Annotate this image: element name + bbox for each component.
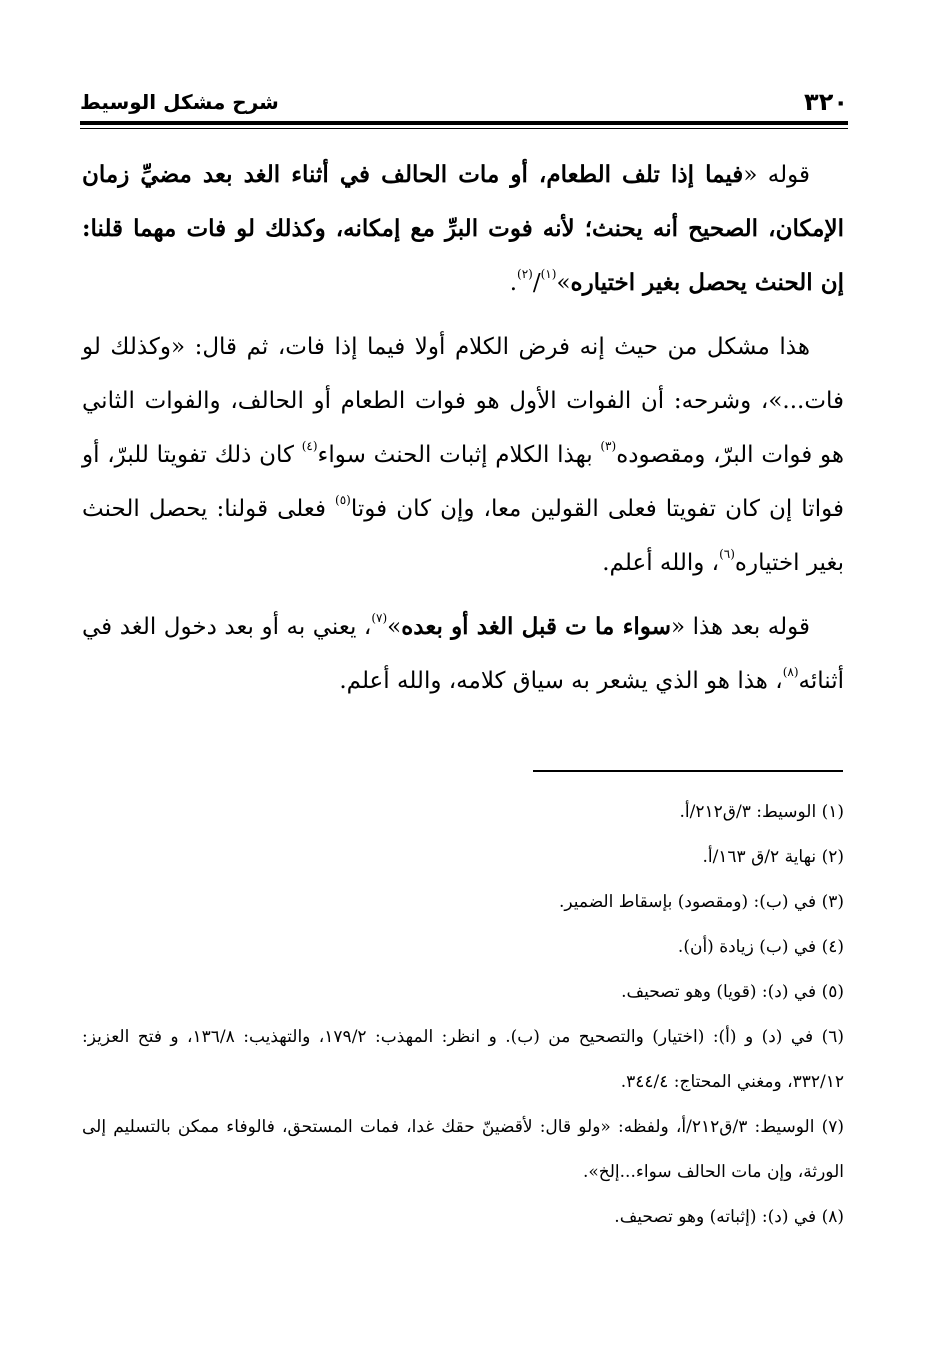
header-rule-thick [80, 121, 848, 125]
footnote: (٢) نهاية ٢/ق ١٦٣/أ. [702, 847, 844, 867]
text-run: هذا مشكل من حيث إنه فرض الكلام أولا فيما إذا فات، ثم قال: «وكذلك لو فات...»، وشرحه: أن الفوات الأول هو فوات الطعام أو الحالف، والفوات الثاني هو فوات البرّ، ومقصوده [82, 334, 845, 468]
footnote: (٨) في (د): (إثباته) وهو تصحيف. [614, 1207, 844, 1227]
text-run: كان ذلك تفويتا للبرّ، أو فواتا إن كان تفويتا فعلى القولين معا، وإن كان فوتا [82, 442, 844, 522]
footnote-separator [533, 770, 843, 772]
paragraph [82, 600, 844, 708]
text-run: فعلى قولنا: يحصل الحنث بغير اختياره [82, 496, 844, 576]
text-run: قوله « [743, 162, 810, 188]
footnote: (٤) في (ب) زيادة (أن). [677, 937, 844, 957]
page-number: ٣٢٠ [804, 88, 848, 116]
text-run: ، يعني به أو بعد دخول الغد في أثنائه [82, 614, 844, 694]
footnote-reference: (٦) [719, 547, 735, 561]
footnote-reference: (٣) [600, 439, 617, 453]
text-run: » [387, 614, 402, 640]
footnote: (٦) في (د) و (أ): (اختيار) والتصحيح من (ب). و انظر: المهذب: ١٧٩/٢، والتهذيب: ١٣٦/٨، و فتح العزيز: ٣٣٢/١٢، ومغني المحتاج: ٣٤٤/٤. [82, 1027, 844, 1092]
footnote: (٥) في (د): (قويا) وهو تصحيف. [621, 982, 844, 1002]
text-run: ، والله أعلم. [602, 550, 720, 576]
footnote-reference: (٤) [301, 439, 318, 453]
paragraph [82, 148, 844, 310]
footnote: (١) الوسيط: ٣/ق٢١٢/أ. [679, 802, 844, 822]
footnote-reference: (٨) [782, 665, 799, 679]
main-text [82, 148, 844, 718]
footnote-reference: (٢) [517, 267, 533, 281]
text-run: قوله بعد هذا « [670, 614, 811, 640]
footnote-reference: (٧) [371, 611, 388, 625]
text-run: . [509, 270, 518, 296]
book-title: شرح مشكل الوسيط [80, 90, 279, 114]
quoted-text: سواء ما ت قبل الغد أو بعده [401, 613, 671, 640]
paragraph [82, 320, 844, 590]
footnote: (٣) في (ب): (ومقصود) بإسقاط الضمير. [558, 892, 844, 912]
text-run: بهذا الكلام إثبات الحنث سواء [317, 442, 601, 468]
text-run: » [556, 270, 571, 296]
footnote-reference: (٥) [335, 493, 351, 507]
footnotes-list [82, 790, 844, 1240]
quoted-text: فيما إذا تلف الطعام، أو مات الحالف في أثناء الغد بعد مضيِّ زمان الإمكان، الصحيح أنه يحنث؛ لأنه فوت البرِّ مع إمكانه، وكذلك لو فات مهما قلنا: إن الحنث يحصل بغير اختياره [82, 161, 844, 296]
text-run: / [532, 270, 541, 296]
footnote-reference: (١) [540, 267, 557, 281]
footnote: (٧) الوسيط: ٣/ق٢١٢/أ، ولفظه: «ولو قال: لأقضينّ حقك غدا، فمات المستحق، فالوفاء ممكن بالتسليم إلى الورثة، وإن مات الحالف سواء...إلخ». [82, 1117, 844, 1182]
text-run: ، هذا هو الذي يشعر به سياق كلامه، والله أعلم. [339, 668, 783, 694]
running-header [80, 88, 848, 120]
header-rule-thin [80, 128, 848, 129]
